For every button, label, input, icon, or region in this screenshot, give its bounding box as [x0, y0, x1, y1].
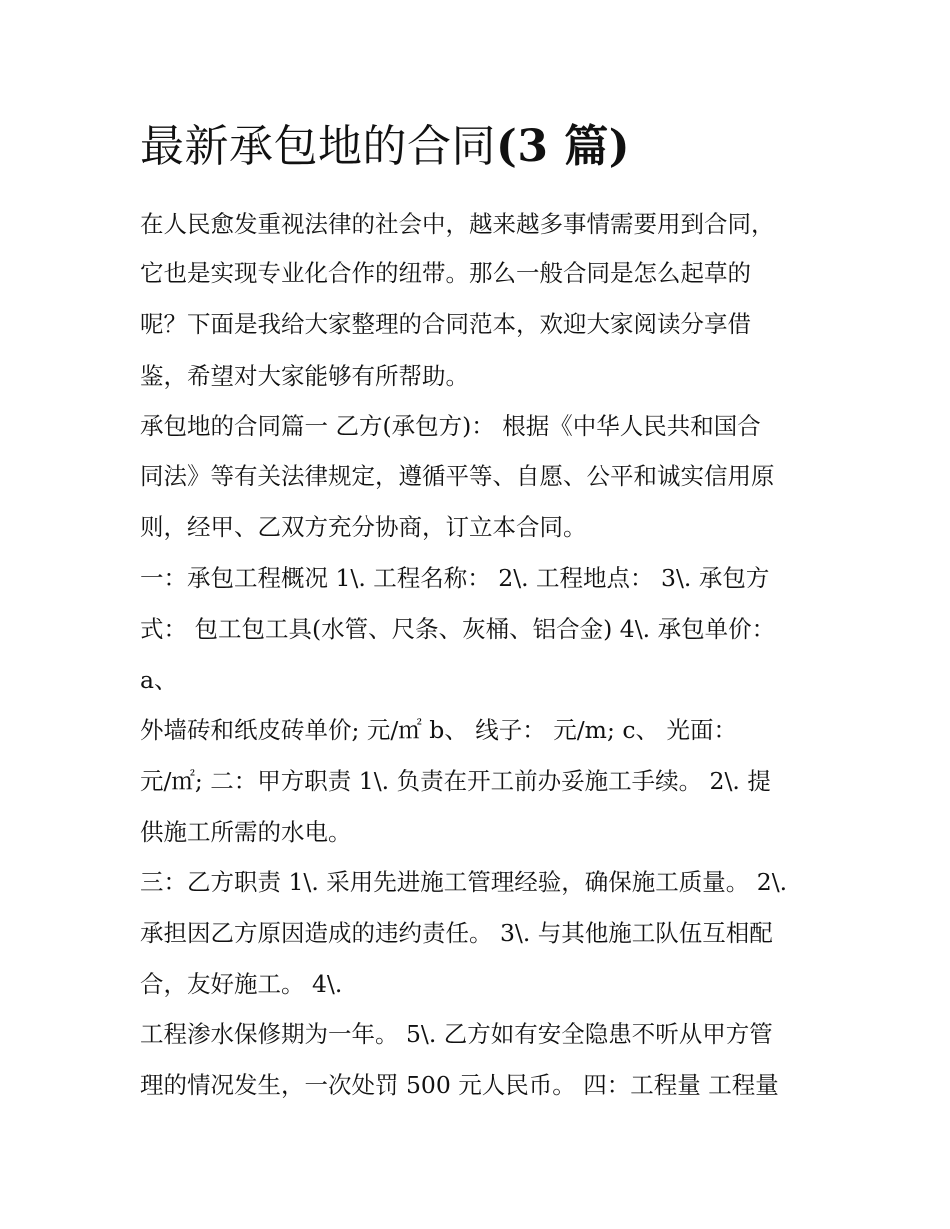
paragraph-line: 元/㎡; 二：甲方职责 1\. 负责在开工前办妥施工手续。 2\. 提	[140, 767, 771, 795]
paragraph-line: a、	[140, 666, 178, 694]
paragraph-line: 合，友好施工。 4\.	[140, 970, 343, 998]
paragraph-line: 承担因乙方原因造成的违约责任。 3\. 与其他施工队伍互相配	[140, 919, 773, 947]
paragraph-line: 它也是实现专业化合作的纽带。那么一般合同是怎么起草的	[140, 259, 751, 287]
paragraph-line: 同法》等有关法律规定，遵循平等、自愿、公平和诚实信用原	[140, 462, 775, 490]
paragraph-line: 式： 包工包工具(水管、尺条、灰桶、铝合金) 4\. 承包单价：	[140, 615, 776, 643]
paragraph-line: 工程渗水保修期为一年。 5\. 乙方如有安全隐患不听从甲方管	[140, 1020, 773, 1048]
title-main: 最新承包地的合同	[140, 121, 496, 172]
paragraph-line: 在人民愈发重视法律的社会中，越来越多事情需要用到合同，	[140, 210, 775, 238]
paragraph-line: 鉴，希望对大家能够有所帮助。	[140, 362, 469, 390]
title-suffix: (3 篇)	[496, 121, 631, 172]
paragraph-line: 供施工所需的水电。	[140, 818, 352, 846]
paragraph-line: 承包地的合同篇一 乙方(承包方)： 根据《中华人民共和国合	[140, 412, 761, 440]
paragraph-line: 呢？下面是我给大家整理的合同范本，欢迎大家阅读分享借	[140, 310, 751, 338]
paragraph-line: 理的情况发生，一次处罚 500 元人民币。 四：工程量 工程量	[140, 1071, 779, 1099]
paragraph-line: 一：承包工程概况 1\. 工程名称： 2\. 工程地点： 3\. 承包方	[140, 564, 770, 592]
paragraph-line: 三：乙方职责 1\. 采用先进施工管理经验，确保施工质量。 2\.	[140, 868, 788, 896]
paragraph-line: 外墙砖和纸皮砖单价; 元/㎡ b、 线子： 元/m; c、 光面：	[140, 716, 737, 744]
page-title	[140, 118, 630, 176]
paragraph-line: 则，经甲、乙双方充分协商，订立本合同。	[140, 513, 587, 541]
